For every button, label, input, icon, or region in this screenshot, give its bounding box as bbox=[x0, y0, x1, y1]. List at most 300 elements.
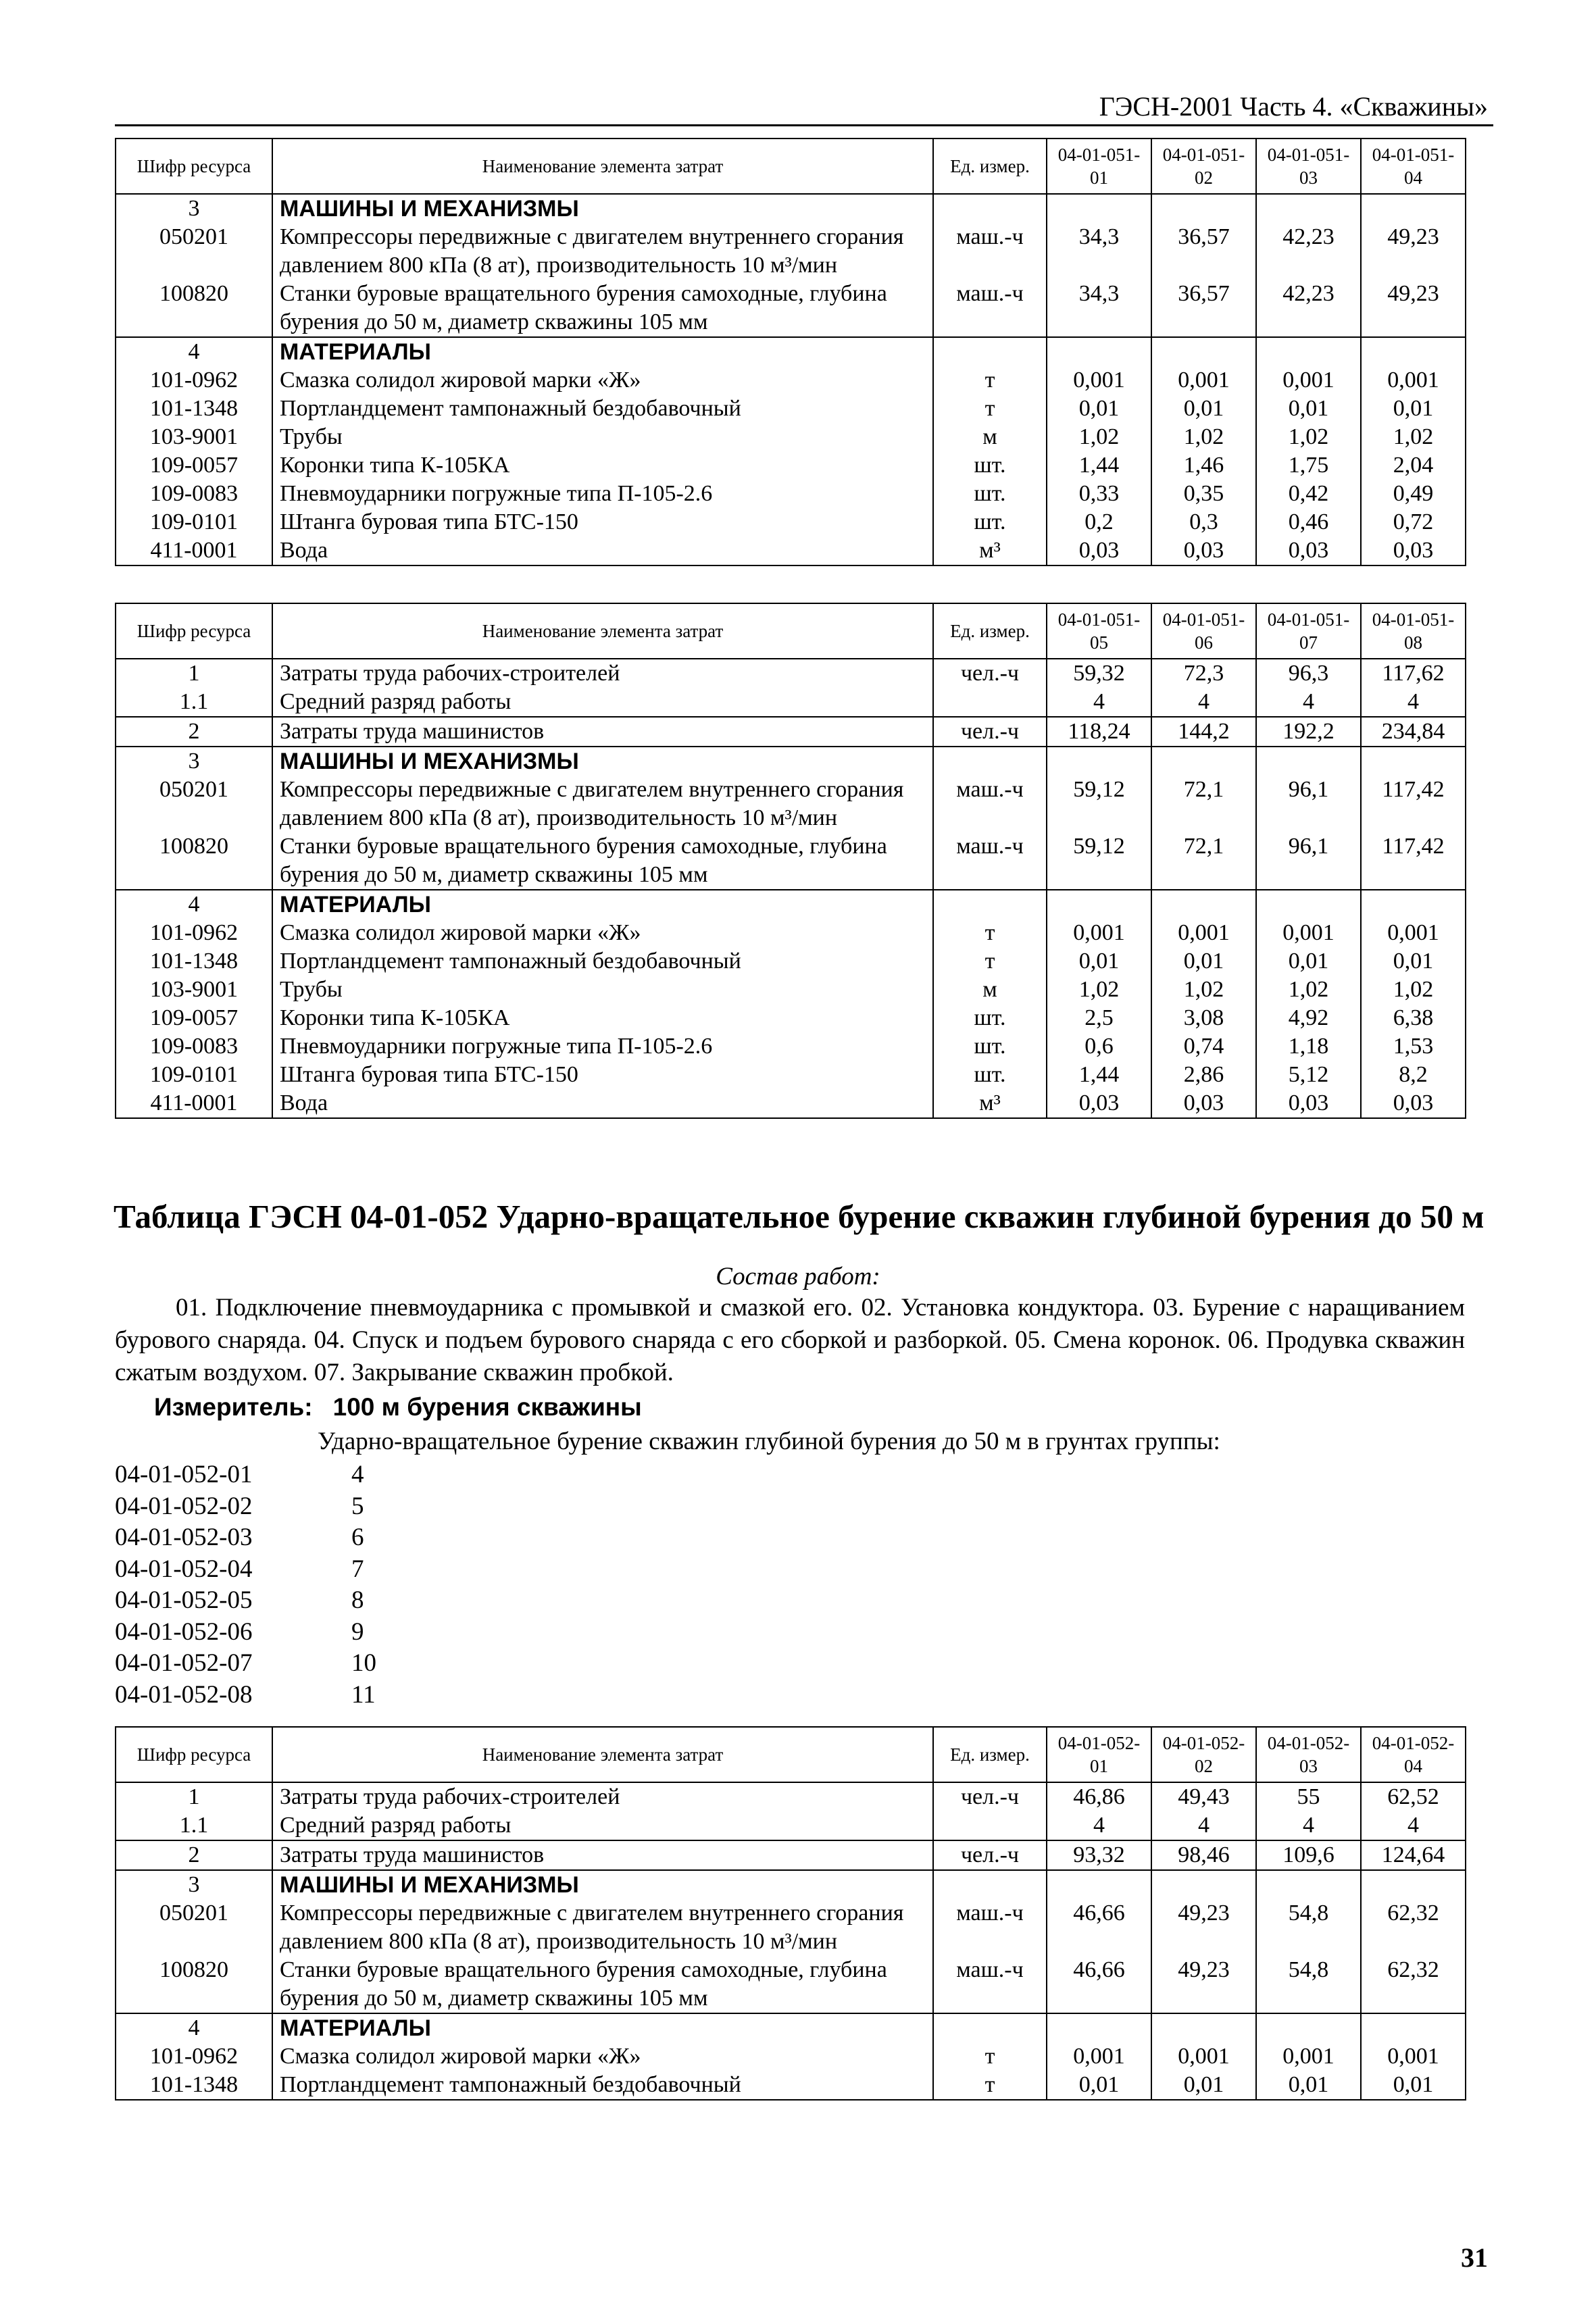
norm-value: 117,42 bbox=[1361, 832, 1466, 890]
norm-code-item bbox=[115, 1554, 376, 1586]
resource-name: Пневмоударники погружные типа П-105-2.6 bbox=[272, 1032, 933, 1061]
norm-value bbox=[1151, 194, 1256, 223]
resource-table-051-05-08 bbox=[115, 603, 1466, 1119]
col-header-norm: 04-01-052-01 bbox=[1047, 1727, 1151, 1782]
norm-value: 4 bbox=[1151, 1811, 1256, 1840]
norm-code: 04-01-052-06 bbox=[115, 1617, 253, 1646]
resource-name: Портландцемент тампонажный бездобавочный bbox=[272, 2071, 933, 2100]
norm-value bbox=[1361, 337, 1466, 366]
table-row bbox=[116, 776, 1466, 832]
norm-value: 4 bbox=[1361, 688, 1466, 717]
norm-value: 62,52 bbox=[1361, 1782, 1466, 1811]
norm-value: 2,5 bbox=[1047, 1004, 1151, 1032]
norm-value: 0,03 bbox=[1361, 1089, 1466, 1118]
norm-value bbox=[1256, 747, 1361, 776]
norm-value: 0,01 bbox=[1256, 395, 1361, 423]
norm-value: 124,64 bbox=[1361, 1840, 1466, 1870]
resource-code: 1.1 bbox=[116, 1811, 272, 1840]
norm-value: 109,6 bbox=[1256, 1840, 1361, 1870]
resource-code: 050201 bbox=[116, 223, 272, 280]
soil-group: 10 bbox=[351, 1649, 376, 1677]
norm-value: 0,3 bbox=[1151, 508, 1256, 536]
norm-value: 1,53 bbox=[1361, 1032, 1466, 1061]
norm-value: 1,02 bbox=[1047, 423, 1151, 451]
norm-value: 4 bbox=[1256, 1811, 1361, 1840]
norm-value: 0,49 bbox=[1361, 480, 1466, 508]
table-row bbox=[116, 1089, 1466, 1118]
norm-value: 117,42 bbox=[1361, 776, 1466, 832]
norm-value: 0,01 bbox=[1151, 2071, 1256, 2100]
norm-code: 04-01-052-02 bbox=[115, 1492, 253, 1520]
unit: маш.-ч bbox=[933, 223, 1047, 280]
norm-value: 0,01 bbox=[1256, 947, 1361, 976]
norm-value: 62,32 bbox=[1361, 1899, 1466, 1956]
unit: м bbox=[933, 976, 1047, 1004]
measure-value: 100 м бурения скважины bbox=[332, 1393, 642, 1421]
table-row bbox=[116, 1061, 1466, 1089]
resource-code: 100820 bbox=[116, 280, 272, 337]
norm-value: 3,08 bbox=[1151, 1004, 1256, 1032]
section-row bbox=[116, 890, 1466, 919]
norm-value: 54,8 bbox=[1256, 1899, 1361, 1956]
unit: м bbox=[933, 423, 1047, 451]
col-header-norm: 04-01-051-06 bbox=[1151, 603, 1256, 659]
soil-group: 5 bbox=[351, 1492, 364, 1520]
norm-code-item bbox=[115, 1680, 376, 1711]
unit: маш.-ч bbox=[933, 776, 1047, 832]
measure-label: Измеритель: bbox=[154, 1393, 313, 1421]
resource-name: Коронки типа К-105КА bbox=[272, 451, 933, 480]
table-row bbox=[116, 1899, 1466, 1956]
unit: т bbox=[933, 2042, 1047, 2071]
norm-value: 144,2 bbox=[1151, 717, 1256, 747]
norm-value: 0,03 bbox=[1047, 536, 1151, 565]
norm-value: 0,03 bbox=[1361, 536, 1466, 565]
col-header-norm: 04-01-052-02 bbox=[1151, 1727, 1256, 1782]
norm-value bbox=[1361, 747, 1466, 776]
norm-value: 46,66 bbox=[1047, 1956, 1151, 2013]
norm-code: 04-01-052-08 bbox=[115, 1680, 253, 1709]
norm-value bbox=[1151, 1870, 1256, 1899]
norm-value: 1,02 bbox=[1047, 976, 1151, 1004]
norm-value: 2,86 bbox=[1151, 1061, 1256, 1089]
unit: шт. bbox=[933, 508, 1047, 536]
unit bbox=[933, 747, 1047, 776]
resource-code: 3 bbox=[116, 1870, 272, 1899]
table-row bbox=[116, 947, 1466, 976]
resource-name: Смазка солидол жировой марки «Ж» bbox=[272, 919, 933, 947]
col-header-code: Шифр ресурса bbox=[116, 603, 272, 659]
norm-value: 2,04 bbox=[1361, 451, 1466, 480]
norm-value: 0,01 bbox=[1047, 947, 1151, 976]
norm-value: 4,92 bbox=[1256, 1004, 1361, 1032]
norm-value: 55 bbox=[1256, 1782, 1361, 1811]
norm-description: Ударно-вращательное бурение скважин глубиной бурения до 50 м в грунтах группы: bbox=[318, 1428, 1220, 1455]
norm-code-item bbox=[115, 1459, 376, 1491]
norm-value bbox=[1256, 2013, 1361, 2042]
norm-value: 118,24 bbox=[1047, 717, 1151, 747]
resource-name: Станки буровые вращательного бурения самоходные, глубина бурения до 50 м, диаметр скважины 105 мм bbox=[272, 832, 933, 890]
norm-value: 34,3 bbox=[1047, 280, 1151, 337]
table-row bbox=[116, 2071, 1466, 2100]
unit: чел.-ч bbox=[933, 1840, 1047, 1870]
table-row bbox=[116, 717, 1466, 747]
soil-group: 8 bbox=[351, 1586, 364, 1614]
resource-code: 103-9001 bbox=[116, 976, 272, 1004]
unit: шт. bbox=[933, 1032, 1047, 1061]
resource-name: Смазка солидол жировой марки «Ж» bbox=[272, 2042, 933, 2071]
unit: т bbox=[933, 2071, 1047, 2100]
resource-name: МАТЕРИАЛЫ bbox=[272, 890, 933, 919]
norm-code: 04-01-052-01 bbox=[115, 1461, 253, 1488]
norm-value: 42,23 bbox=[1256, 223, 1361, 280]
resource-name: Пневмоударники погружные типа П-105-2.6 bbox=[272, 480, 933, 508]
unit bbox=[933, 1811, 1047, 1840]
unit: чел.-ч bbox=[933, 717, 1047, 747]
resource-name: МАШИНЫ И МЕХАНИЗМЫ bbox=[272, 194, 933, 223]
col-header-norm: 04-01-051-04 bbox=[1361, 139, 1466, 194]
norm-code: 04-01-052-03 bbox=[115, 1524, 253, 1551]
composition-text: 01. Подключение пневмоударника с промывкой и смазкой его. 02. Установка кондуктора. 03. Бурение с наращиванием бурового снаряда. 04. Спуск и подъем бурового снаряда с его сборкой и разборкой. 05. Смена коронок. 06. Продувка скважин сжатым воздухом. 07. Закрывание скважин пробкой. bbox=[115, 1294, 1465, 1386]
norm-value: 1,75 bbox=[1256, 451, 1361, 480]
unit: маш.-ч bbox=[933, 280, 1047, 337]
norm-value bbox=[1047, 747, 1151, 776]
norm-value: 96,1 bbox=[1256, 832, 1361, 890]
table-row bbox=[116, 480, 1466, 508]
resource-name: Вода bbox=[272, 536, 933, 565]
norm-value: 4 bbox=[1256, 688, 1361, 717]
table-header-row bbox=[116, 139, 1466, 194]
table-header-row bbox=[116, 603, 1466, 659]
resource-name: Штанга буровая типа БТС-150 bbox=[272, 508, 933, 536]
running-header bbox=[115, 86, 1493, 126]
table-row bbox=[116, 688, 1466, 717]
resource-table-052-01-04 bbox=[115, 1726, 1466, 2101]
norm-value: 234,84 bbox=[1361, 717, 1466, 747]
norm-code-item bbox=[115, 1648, 376, 1680]
table-row bbox=[116, 976, 1466, 1004]
norm-value bbox=[1151, 2013, 1256, 2042]
norm-value: 0,001 bbox=[1256, 919, 1361, 947]
resource-name: Средний разряд работы bbox=[272, 1811, 933, 1840]
norm-value: 1,18 bbox=[1256, 1032, 1361, 1061]
norm-value bbox=[1151, 337, 1256, 366]
table-row bbox=[116, 423, 1466, 451]
unit: т bbox=[933, 919, 1047, 947]
unit: маш.-ч bbox=[933, 1899, 1047, 1956]
resource-name: Затраты труда машинистов bbox=[272, 717, 933, 747]
norm-value: 0,74 bbox=[1151, 1032, 1256, 1061]
section-row bbox=[116, 194, 1466, 223]
resource-code: 4 bbox=[116, 2013, 272, 2042]
resource-code: 101-1348 bbox=[116, 947, 272, 976]
measure-line bbox=[154, 1393, 642, 1422]
unit bbox=[933, 194, 1047, 223]
table-row bbox=[116, 395, 1466, 423]
norm-value: 1,02 bbox=[1361, 423, 1466, 451]
resource-name: МАТЕРИАЛЫ bbox=[272, 337, 933, 366]
norm-value: 4 bbox=[1047, 688, 1151, 717]
resource-code: 100820 bbox=[116, 832, 272, 890]
resource-name: Компрессоры передвижные с двигателем внутреннего сгорания давлением 800 кПа (8 ат), производительность 10 м³/мин bbox=[272, 776, 933, 832]
norm-value: 0,42 bbox=[1256, 480, 1361, 508]
norm-value: 5,12 bbox=[1256, 1061, 1361, 1089]
resource-code: 050201 bbox=[116, 776, 272, 832]
norm-value: 8,2 bbox=[1361, 1061, 1466, 1089]
resource-name: Смазка солидол жировой марки «Ж» bbox=[272, 366, 933, 395]
norm-value: 42,23 bbox=[1256, 280, 1361, 337]
norm-value: 0,001 bbox=[1361, 919, 1466, 947]
section-row bbox=[116, 747, 1466, 776]
norm-value: 0,001 bbox=[1151, 2042, 1256, 2071]
resource-code: 4 bbox=[116, 890, 272, 919]
resource-name: Затраты труда рабочих-строителей bbox=[272, 1782, 933, 1811]
norm-value: 4 bbox=[1047, 1811, 1151, 1840]
resource-code: 109-0057 bbox=[116, 451, 272, 480]
col-header-code: Шифр ресурса bbox=[116, 139, 272, 194]
resource-code: 1 bbox=[116, 659, 272, 688]
resource-name: МАТЕРИАЛЫ bbox=[272, 2013, 933, 2042]
norm-code-list bbox=[115, 1459, 376, 1711]
resource-name: Портландцемент тампонажный бездобавочный bbox=[272, 395, 933, 423]
norm-value: 96,1 bbox=[1256, 776, 1361, 832]
table-row bbox=[116, 659, 1466, 688]
unit: шт. bbox=[933, 1004, 1047, 1032]
unit: чел.-ч bbox=[933, 659, 1047, 688]
soil-group: 11 bbox=[351, 1680, 376, 1709]
norm-value bbox=[1047, 1870, 1151, 1899]
table-row bbox=[116, 280, 1466, 337]
norm-value bbox=[1361, 1870, 1466, 1899]
unit bbox=[933, 890, 1047, 919]
norm-value: 117,62 bbox=[1361, 659, 1466, 688]
norm-value: 36,57 bbox=[1151, 223, 1256, 280]
norm-value bbox=[1151, 890, 1256, 919]
norm-value bbox=[1256, 337, 1361, 366]
table-row bbox=[116, 536, 1466, 565]
unit: т bbox=[933, 366, 1047, 395]
section-row bbox=[116, 1870, 1466, 1899]
norm-value: 54,8 bbox=[1256, 1956, 1361, 2013]
norm-value: 0,35 bbox=[1151, 480, 1256, 508]
section-row bbox=[116, 2013, 1466, 2042]
resource-name: Трубы bbox=[272, 423, 933, 451]
norm-value: 0,03 bbox=[1047, 1089, 1151, 1118]
norm-value: 93,32 bbox=[1047, 1840, 1151, 1870]
col-header-name: Наименование элемента затрат bbox=[272, 1727, 933, 1782]
col-header-name: Наименование элемента затрат bbox=[272, 603, 933, 659]
col-header-norm: 04-01-051-08 bbox=[1361, 603, 1466, 659]
resource-code: 3 bbox=[116, 194, 272, 223]
norm-code: 04-01-052-07 bbox=[115, 1649, 253, 1677]
table-row bbox=[116, 223, 1466, 280]
unit: шт. bbox=[933, 480, 1047, 508]
norm-value: 1,44 bbox=[1047, 1061, 1151, 1089]
resource-code: 4 bbox=[116, 337, 272, 366]
resource-name: Затраты труда машинистов bbox=[272, 1840, 933, 1870]
norm-value: 0,46 bbox=[1256, 508, 1361, 536]
unit: чел.-ч bbox=[933, 1782, 1047, 1811]
resource-code: 050201 bbox=[116, 1899, 272, 1956]
norm-value bbox=[1361, 194, 1466, 223]
norm-value bbox=[1361, 2013, 1466, 2042]
unit: т bbox=[933, 395, 1047, 423]
table-row bbox=[116, 508, 1466, 536]
norm-value: 0,6 bbox=[1047, 1032, 1151, 1061]
norm-value bbox=[1256, 1870, 1361, 1899]
norm-code-item bbox=[115, 1617, 376, 1649]
norm-value: 0,001 bbox=[1361, 366, 1466, 395]
norm-value: 96,3 bbox=[1256, 659, 1361, 688]
norm-value: 0,01 bbox=[1256, 2071, 1361, 2100]
norm-value: 72,3 bbox=[1151, 659, 1256, 688]
norm-value: 192,2 bbox=[1256, 717, 1361, 747]
norm-value bbox=[1361, 890, 1466, 919]
section-row bbox=[116, 337, 1466, 366]
resource-name: Компрессоры передвижные с двигателем внутреннего сгорания давлением 800 кПа (8 ат), производительность 10 м³/мин bbox=[272, 1899, 933, 1956]
soil-group: 4 bbox=[351, 1461, 364, 1488]
norm-value bbox=[1256, 194, 1361, 223]
resource-code: 1.1 bbox=[116, 688, 272, 717]
unit bbox=[933, 1870, 1047, 1899]
norm-value: 49,23 bbox=[1151, 1956, 1256, 2013]
soil-group: 9 bbox=[351, 1617, 364, 1646]
norm-code: 04-01-052-04 bbox=[115, 1555, 253, 1583]
resource-name: Портландцемент тампонажный бездобавочный bbox=[272, 947, 933, 976]
resource-code: 2 bbox=[116, 1840, 272, 1870]
resource-code: 109-0101 bbox=[116, 1061, 272, 1089]
resource-code: 2 bbox=[116, 717, 272, 747]
soil-group: 7 bbox=[351, 1555, 364, 1583]
norm-value: 0,01 bbox=[1361, 2071, 1466, 2100]
unit bbox=[933, 2013, 1047, 2042]
resource-code: 109-0101 bbox=[116, 508, 272, 536]
resource-table-051-01-04 bbox=[115, 138, 1466, 566]
norm-value: 0,01 bbox=[1047, 2071, 1151, 2100]
norm-value: 49,23 bbox=[1151, 1899, 1256, 1956]
norm-value: 0,03 bbox=[1256, 1089, 1361, 1118]
norm-value: 4 bbox=[1361, 1811, 1466, 1840]
norm-value: 0,01 bbox=[1361, 395, 1466, 423]
resource-name: Компрессоры передвижные с двигателем внутреннего сгорания давлением 800 кПа (8 ат), производительность 10 м³/мин bbox=[272, 223, 933, 280]
col-header-norm: 04-01-052-03 bbox=[1256, 1727, 1361, 1782]
norm-value: 1,02 bbox=[1256, 976, 1361, 1004]
col-header-norm: 04-01-051-01 bbox=[1047, 139, 1151, 194]
norm-value: 0,01 bbox=[1151, 947, 1256, 976]
resource-code: 101-0962 bbox=[116, 919, 272, 947]
norm-value: 59,32 bbox=[1047, 659, 1151, 688]
norm-value: 1,02 bbox=[1151, 423, 1256, 451]
col-header-unit: Ед. измер. bbox=[933, 603, 1047, 659]
resource-name: Трубы bbox=[272, 976, 933, 1004]
norm-value: 49,23 bbox=[1361, 280, 1466, 337]
norm-value: 1,02 bbox=[1151, 976, 1256, 1004]
soil-group: 6 bbox=[351, 1524, 364, 1551]
col-header-norm: 04-01-051-02 bbox=[1151, 139, 1256, 194]
norm-value: 72,1 bbox=[1151, 832, 1256, 890]
unit bbox=[933, 337, 1047, 366]
table-row bbox=[116, 451, 1466, 480]
table-header-row bbox=[116, 1727, 1466, 1782]
table-row bbox=[116, 1032, 1466, 1061]
resource-name: Станки буровые вращательного бурения самоходные, глубина бурения до 50 м, диаметр скважины 105 мм bbox=[272, 280, 933, 337]
norm-code-item bbox=[115, 1491, 376, 1523]
norm-value bbox=[1047, 890, 1151, 919]
norm-value: 0,2 bbox=[1047, 508, 1151, 536]
norm-value: 34,3 bbox=[1047, 223, 1151, 280]
resource-name: МАШИНЫ И МЕХАНИЗМЫ bbox=[272, 747, 933, 776]
col-header-norm: 04-01-051-03 bbox=[1256, 139, 1361, 194]
resource-name: Станки буровые вращательного бурения самоходные, глубина бурения до 50 м, диаметр скважины 105 мм bbox=[272, 1956, 933, 2013]
running-header-title: ГЭСН-2001 Часть 4. «Скважины» bbox=[1099, 91, 1488, 122]
norm-code-item bbox=[115, 1585, 376, 1617]
norm-value bbox=[1256, 890, 1361, 919]
resource-name: Затраты труда рабочих-строителей bbox=[272, 659, 933, 688]
norm-value: 0,01 bbox=[1047, 395, 1151, 423]
unit: маш.-ч bbox=[933, 832, 1047, 890]
norm-value: 0,001 bbox=[1256, 366, 1361, 395]
norm-code-item bbox=[115, 1522, 376, 1554]
norm-value: 0,33 bbox=[1047, 480, 1151, 508]
norm-value: 59,12 bbox=[1047, 776, 1151, 832]
col-header-unit: Ед. измер. bbox=[933, 1727, 1047, 1782]
unit: шт. bbox=[933, 451, 1047, 480]
table-row bbox=[116, 1004, 1466, 1032]
col-header-norm: 04-01-051-07 bbox=[1256, 603, 1361, 659]
norm-value: 1,44 bbox=[1047, 451, 1151, 480]
resource-name: Коронки типа К-105КА bbox=[272, 1004, 933, 1032]
unit: маш.-ч bbox=[933, 1956, 1047, 2013]
resource-name: Средний разряд работы bbox=[272, 688, 933, 717]
resource-name: Штанга буровая типа БТС-150 bbox=[272, 1061, 933, 1089]
unit bbox=[933, 688, 1047, 717]
resource-code: 103-9001 bbox=[116, 423, 272, 451]
col-header-norm: 04-01-052-04 bbox=[1361, 1727, 1466, 1782]
resource-code: 101-0962 bbox=[116, 366, 272, 395]
norm-value: 0,001 bbox=[1151, 919, 1256, 947]
norm-value: 4 bbox=[1151, 688, 1256, 717]
table-row bbox=[116, 1811, 1466, 1840]
norm-value bbox=[1047, 337, 1151, 366]
norm-value: 72,1 bbox=[1151, 776, 1256, 832]
norm-value bbox=[1151, 747, 1256, 776]
norm-value: 0,001 bbox=[1047, 366, 1151, 395]
resource-name: Вода bbox=[272, 1089, 933, 1118]
norm-value: 6,38 bbox=[1361, 1004, 1466, 1032]
norm-value: 98,46 bbox=[1151, 1840, 1256, 1870]
norm-value: 0,001 bbox=[1361, 2042, 1466, 2071]
resource-code: 101-1348 bbox=[116, 2071, 272, 2100]
norm-value: 49,23 bbox=[1361, 223, 1466, 280]
table-row bbox=[116, 1782, 1466, 1811]
norm-value: 1,02 bbox=[1361, 976, 1466, 1004]
resource-code: 109-0083 bbox=[116, 1032, 272, 1061]
resource-code: 109-0083 bbox=[116, 480, 272, 508]
table-row bbox=[116, 919, 1466, 947]
resource-code: 1 bbox=[116, 1782, 272, 1811]
norm-value bbox=[1047, 2013, 1151, 2042]
table-row bbox=[116, 1840, 1466, 1870]
section-title: Таблица ГЭСН 04-01-052 Ударно-вращательное бурение скважин глубиной бурения до 50 м bbox=[114, 1198, 1485, 1235]
unit: м³ bbox=[933, 536, 1047, 565]
resource-name: МАШИНЫ И МЕХАНИЗМЫ bbox=[272, 1870, 933, 1899]
norm-value: 36,57 bbox=[1151, 280, 1256, 337]
unit: м³ bbox=[933, 1089, 1047, 1118]
norm-value: 0,001 bbox=[1047, 2042, 1151, 2071]
composition-heading: Состав работ: bbox=[716, 1263, 880, 1290]
norm-value: 0,001 bbox=[1256, 2042, 1361, 2071]
table-row bbox=[116, 2042, 1466, 2071]
